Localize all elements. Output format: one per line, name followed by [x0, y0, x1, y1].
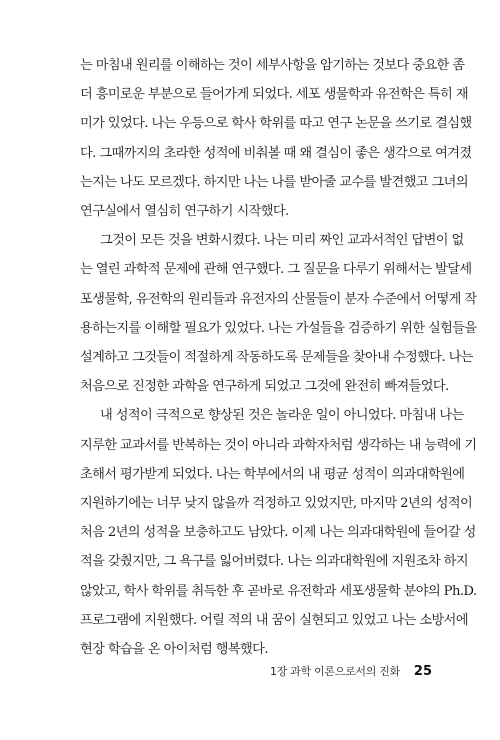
text-line: 처음으로 진정한 과학을 연구하게 되었고 그것에 완전히 빠져들었다.: [80, 379, 449, 395]
text-line: 는 열린 과학적 문제에 관해 연구했다. 그 질문을 다루기 위해서는 발달세: [80, 262, 472, 278]
paragraph-3: [80, 401, 477, 664]
paragraph-2: [80, 226, 477, 401]
text-line: 는 마침내 원리를 이해하는 것이 세부사항을 암기하는 것보다 중요한 좀: [80, 58, 465, 73]
text-line: 용하는지를 이해할 필요가 있었다. 나는 가설들을 검증하기 위한 실험들을: [80, 320, 477, 336]
text-line: 초해서 평가받게 되었다. 나는 학부에서의 내 평균 성적이 의과대학원에: [80, 466, 465, 482]
text-line: 적을 갖췄지만, 그 욕구를 잃어버렸다. 나는 의과대학원에 지원조차 하지: [80, 554, 468, 570]
text-line: 지루한 교과서를 반복하는 것이 아니라 과학자처럼 생각하는 내 능력에 기: [80, 437, 477, 453]
text-line: 그것이 모든 것을 변화시켰다. 나는 미리 짜인 교과서적인 답변이 없: [100, 233, 464, 249]
text-line: 미가 있었다. 나는 우등으로 학사 학위를 따고 연구 논문을 쓰기로 결심했: [80, 116, 472, 132]
page-number: 25: [413, 664, 432, 679]
text-line: 지원하기에는 너무 낮지 않을까 걱정하고 있었지만, 마지막 2년의 성적이: [80, 496, 473, 512]
page-footer: [270, 663, 432, 679]
text-line: 처음 2년의 성적을 보충하고도 남았다. 이제 나는 의과대학원에 들어갈 성: [80, 525, 476, 541]
book-page-body: [80, 51, 477, 664]
text-line: 않았고, 학사 학위를 취득한 후 곧바로 유전학과 세포생물학 분야의 Ph.D.: [80, 583, 477, 599]
text-line: 더 흥미로운 부분으로 들어가게 되었다. 세포 생물학과 유전학은 특히 재: [80, 87, 468, 103]
paragraph-1: [80, 51, 472, 226]
text-line: 는지는 나도 모르겠다. 하지만 나는 나를 받아줄 교수를 발견했고 그녀의: [80, 174, 468, 190]
text-line: 다. 그때까지의 초라한 성적에 비춰볼 때 왜 결심이 좋은 생각으로 여겨졌: [80, 145, 472, 161]
text-line: 현장 학습을 온 아이처럼 행복했다.: [80, 642, 268, 658]
running-head: 1장 과학 이론으로서의 진화: [270, 665, 400, 678]
text-line: 연구실에서 열심히 연구하기 시작했다.: [80, 204, 289, 220]
text-line: 설계하고 그것들이 적절하게 작동하도록 문제들을 찾아내 수정했다. 나는: [80, 350, 473, 366]
text-line: 포생물학, 유전학의 원리들과 유전자의 산물들이 분자 수준에서 어떻게 작: [80, 291, 477, 307]
text-line: 프로그램에 지원했다. 어릴 적의 내 꿈이 실현되고 있었고 나는 소방서에: [80, 612, 468, 628]
text-line: 내 성적이 극적으로 향상된 것은 놀라운 일이 아니었다. 마침내 나는: [100, 408, 464, 424]
